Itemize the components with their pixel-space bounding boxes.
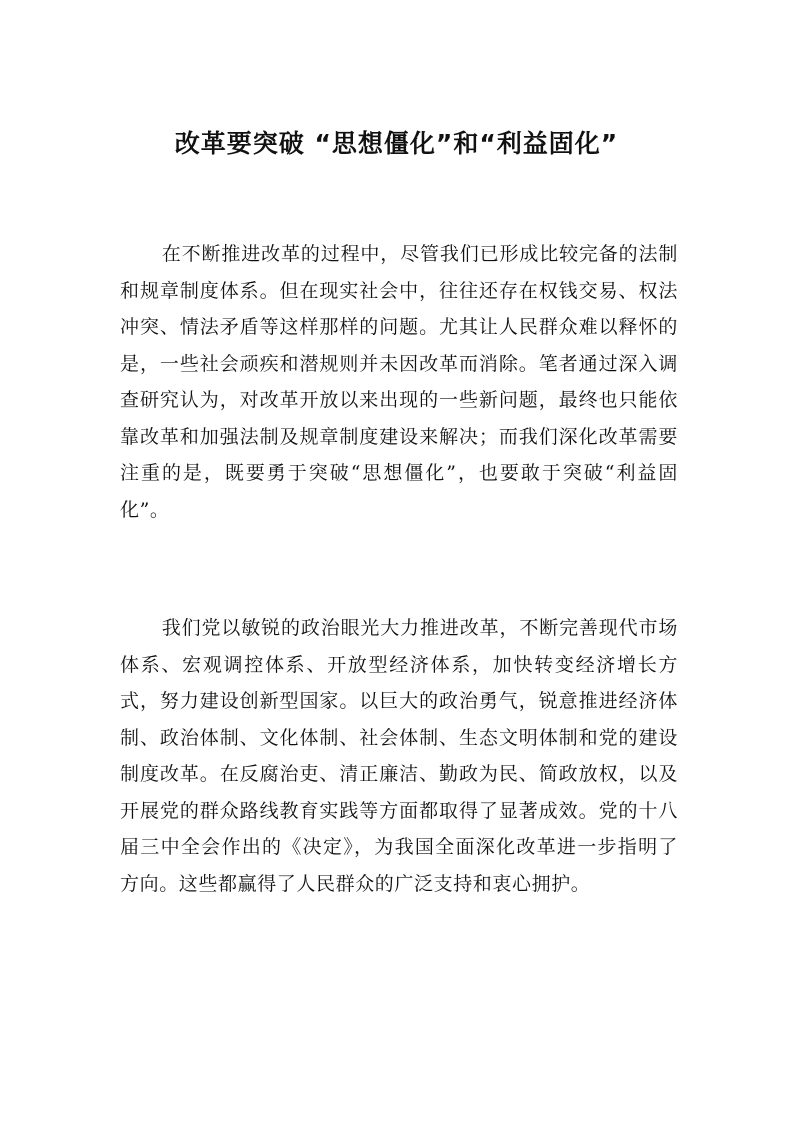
- paragraph-2: 我们党以敏锐的政治眼光大力推进改革，不断完善现代市场体系、宏观调控体系、开放型经济体系，加快转变经济增长方式，努力建设创新型国家。以巨大的政治勇气，锐意推进经济体制、政治体制、文化体制、社会体制、生态文明体制和党的建设制度改革。在反腐治吏、清正廉洁、勤政为民、简政放权，以及开展党的群众路线教育实践等方面都取得了显著成效。党的十八届三中全会作出的《决定》，为我国全面深化改革进一步指明了方向。这些都赢得了人民群众的广泛支持和衷心拥护。: [120, 617, 678, 895]
- paragraph-1: 在不断推进改革的过程中，尽管我们已形成比较完备的法制和规章制度体系。但在现实社会中，往往还存在权钱交易、权法冲突、情法矛盾等这样那样的问题。尤其让人民群众难以释怀的是，一些社会顽疾和潜规则并未因改革而消除。笔者通过深入调查研究认为，对改革开放以来出现的一些新问题，最终也只能依靠改革和加强法制及规章制度建设来解决；而我们深化改革需要注重的是，既要勇于突破“思想僵化”，也要敢于突破“利益固化”。: [120, 243, 678, 521]
- document-title: 改革要突破 “思想僵化”和“利益固化”: [174, 129, 619, 158]
